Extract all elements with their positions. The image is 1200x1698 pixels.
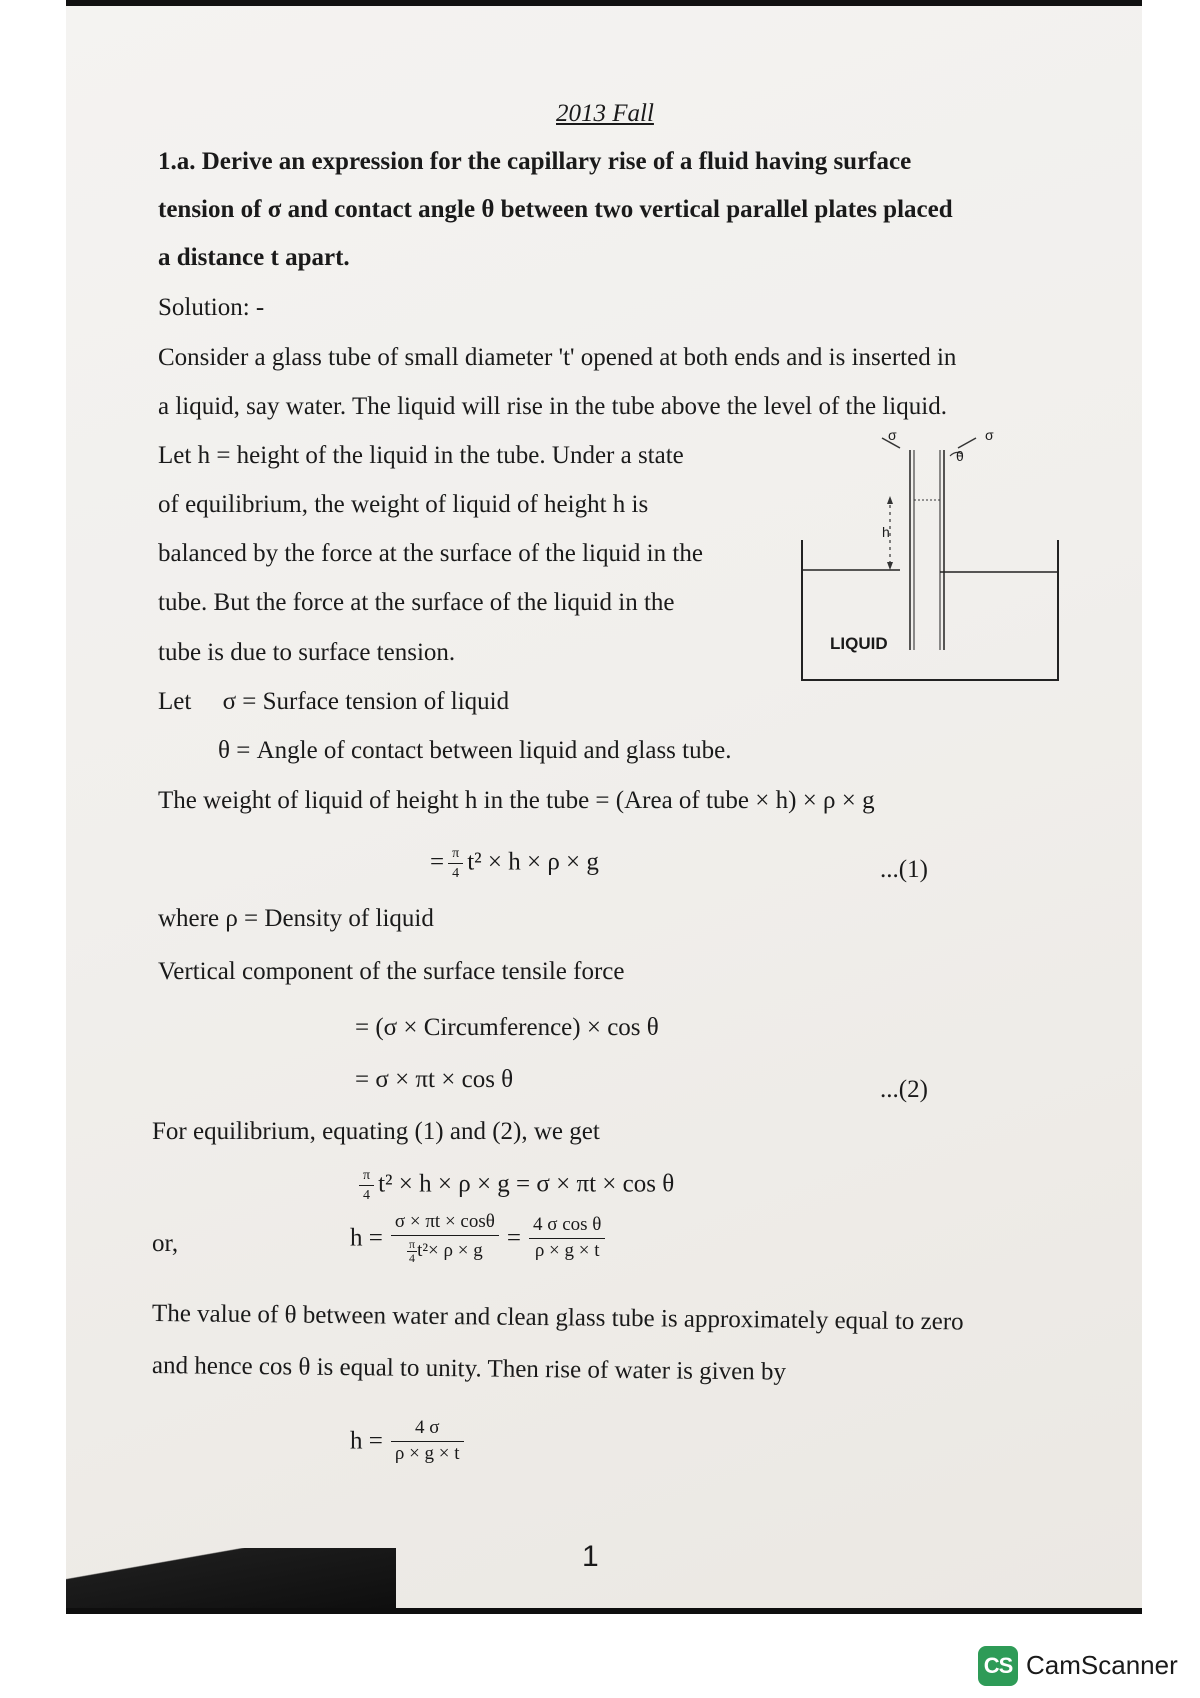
camscanner-logo: CS (978, 1646, 1018, 1686)
paragraph-line-6: tube. But the force at the surface of the liquid in the (158, 589, 675, 616)
h-fraction-2 (529, 1215, 605, 1262)
h-eq-lhs: h = (350, 1224, 383, 1252)
paragraph-line-7: tube is due to surface tension. (158, 639, 456, 666)
final-num: 4 σ (391, 1418, 464, 1442)
sigma-arrow-right (958, 438, 976, 448)
question-line-2: tension of σ and contact angle θ between two vertical parallel plates placed (158, 196, 953, 223)
equation-1 (430, 846, 599, 882)
container-outline (802, 540, 1058, 680)
paragraph-line-2: a liquid, say water. The liquid will rise in the tube above the level of the liquid. (158, 393, 947, 420)
h-label: h (882, 524, 890, 540)
sigma-label-right: σ (985, 427, 994, 443)
h-frac1-den-rest: t²× ρ × g (417, 1239, 483, 1261)
h-frac1-den-4: 4 (409, 1251, 416, 1266)
question-line-1: 1.a. Derive an expression for the capillary rise of a fluid having surface (158, 148, 912, 175)
equation-1-tag: ...(1) (880, 856, 928, 883)
scan-edge-bottom (66, 1608, 1142, 1614)
equilibrium-line: For equilibrium, equating (1) and (2), we get (152, 1118, 600, 1145)
paragraph-line-1: Consider a glass tube of small diameter 't' opened at both ends and is inserted in (158, 344, 957, 371)
height-arrow-top (887, 496, 893, 504)
height-arrow-bottom (887, 562, 893, 570)
scan-shadow (66, 1548, 396, 1612)
final-lhs: h = (350, 1427, 383, 1455)
final-den: ρ × g × t (394, 1442, 460, 1464)
camscanner-brand: CamScanner (1026, 1650, 1178, 1680)
h-frac1-den-pi: π (409, 1236, 416, 1251)
page-number: 1 (582, 1540, 599, 1573)
vertical-component-eq-2: = σ × πt × cos θ (355, 1066, 514, 1093)
eq3-frac-den: 4 (363, 1188, 371, 1204)
eq3-rest: t² × h × ρ × g = σ × πt × cos θ (378, 1170, 675, 1198)
paragraph-line-5: balanced by the force at the surface of the liquid in the (158, 540, 703, 567)
value-line-2: and hence cos θ is equal to unity. Then rise of water is given by (151, 1352, 787, 1386)
vertical-component-line: Vertical component of the surface tensile force (158, 958, 625, 985)
paragraph-line-4: of equilibrium, the weight of liquid of height h is (158, 491, 649, 518)
page-title: 2013 Fall (556, 100, 654, 127)
h-fraction-1 (391, 1212, 499, 1265)
equation-2-tag: ...(2) (880, 1076, 928, 1103)
scan-edge-top (66, 0, 1142, 6)
let-sigma-line: Let σ = Surface tension of liquid (158, 688, 510, 715)
final-equation (350, 1418, 468, 1465)
h-frac2-num: 4 σ cos θ (529, 1215, 605, 1239)
h-frac1-den (391, 1236, 499, 1265)
h-frac1-num: σ × πt × cosθ (391, 1212, 499, 1236)
final-fraction (391, 1418, 464, 1465)
h-equation (350, 1212, 609, 1265)
eq1-prefix: = (430, 848, 445, 876)
solution-label: Solution: - (158, 294, 265, 321)
h-frac2-den: ρ × g × t (534, 1240, 600, 1262)
let-theta-line: θ = Angle of contact between liquid and glass tube. (218, 737, 732, 764)
eq1-fraction (448, 846, 463, 882)
eq1-frac-den: 4 (452, 866, 460, 882)
eq3-fraction (359, 1168, 374, 1204)
sigma-label-left: σ (888, 427, 897, 443)
eq1-frac-num: π (448, 846, 463, 864)
equation-3 (355, 1168, 674, 1204)
where-rho-line: where ρ = Density of liquid (158, 905, 434, 932)
or-label: or, (152, 1230, 179, 1257)
weight-line: The weight of liquid of height h in the tube = (Area of tube × h) × ρ × g (158, 787, 875, 814)
vertical-component-eq-1: = (σ × Circumference) × cos θ (355, 1014, 659, 1041)
paragraph-line-3: Let h = height of the liquid in the tube. Under a state (158, 442, 684, 469)
h-equals: = (506, 1224, 521, 1252)
theta-label: θ (956, 448, 964, 464)
question-line-3: a distance t apart. (158, 244, 350, 271)
eq3-frac-num: π (359, 1168, 374, 1186)
value-line-1: The value of θ between water and clean glass tube is approximately equal to zero (151, 1300, 964, 1336)
liquid-label: LIQUID (830, 634, 888, 653)
eq1-rest: t² × h × ρ × g (467, 848, 599, 876)
